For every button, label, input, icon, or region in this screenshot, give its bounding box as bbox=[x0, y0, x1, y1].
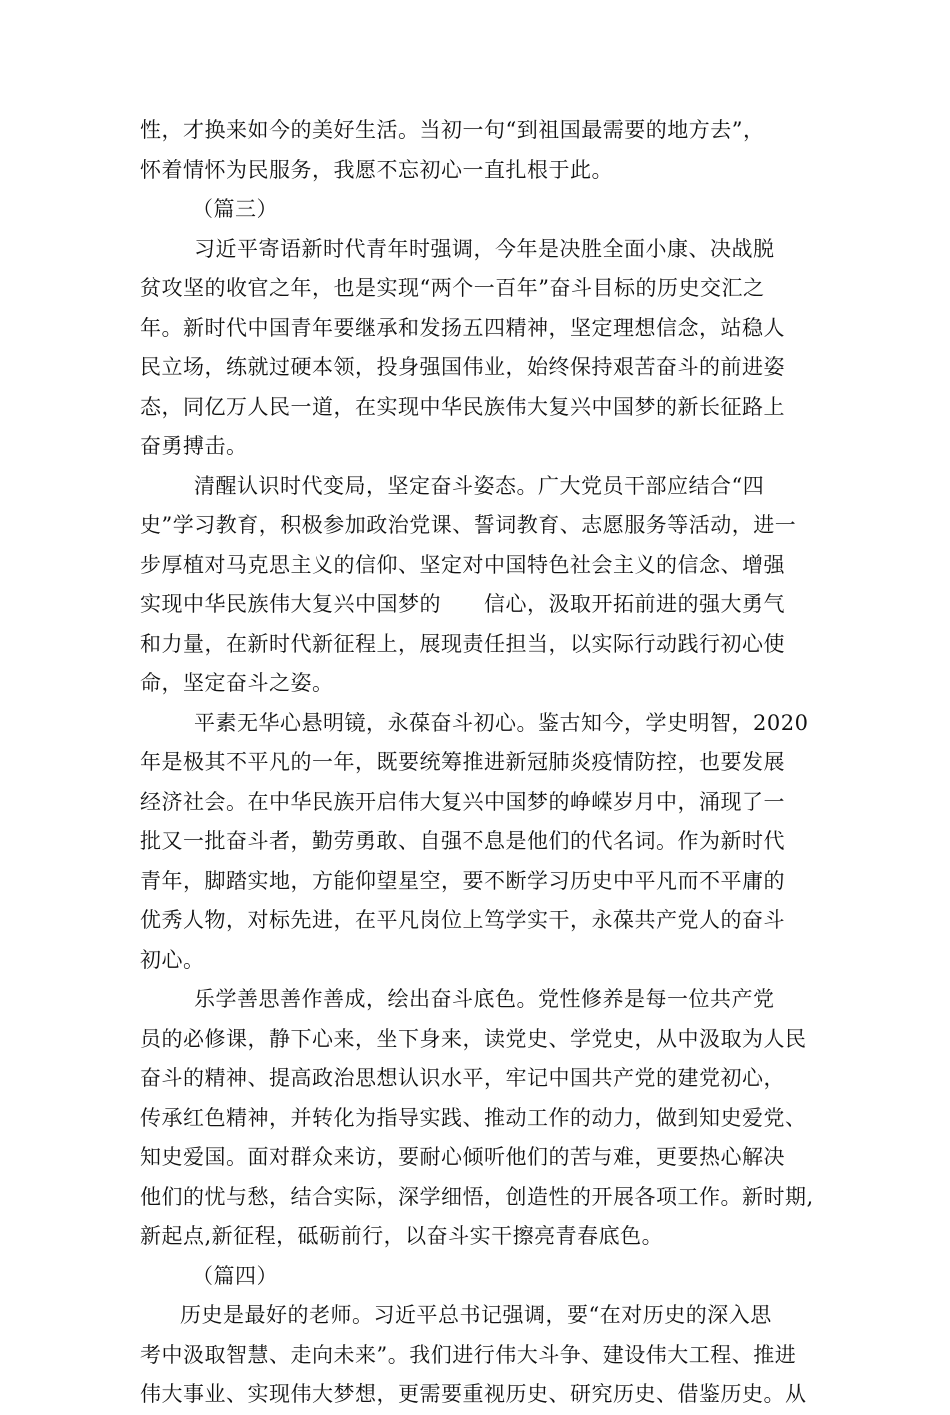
text-line: 新起点,新征程，砥砺前行，以奋斗实干擦亮青春底色。 bbox=[140, 1224, 664, 1248]
text-line: 态，同亿万人民一道，在实现中华民族伟大复兴中国梦的新长征路上 bbox=[140, 394, 785, 419]
text-line: 民立场，练就过硬本领，投身强国伟业，始终保持艰苦奋斗的前进姿 bbox=[140, 355, 785, 379]
text-line: 奋斗的精神、提高政治思想认识水平，牢记中国共产党的建党初心， bbox=[140, 1066, 785, 1090]
text-line: 员的必修课，静下心来，坐下身来，读党史、学党史，从中汲取为人民 bbox=[140, 1026, 807, 1051]
text-line: 传承红色精神，并转化为指导实践、推动工作的动力，做到知史爱党、 bbox=[140, 1105, 807, 1130]
text-line: 贫攻坚的收官之年，也是实现“两个一百年”奋斗目标的历史交汇之 bbox=[140, 276, 765, 300]
text-line: 史”学习教育，积极参加政治党课、誓词教育、志愿服务等活动，进一 bbox=[140, 513, 797, 537]
text-line: 考中汲取智慧、走向未来”。我们进行伟大斗争、建设伟大工程、推进 bbox=[140, 1342, 797, 1367]
text-line: 乐学善思善作善成，绘出奋斗底色。党性修养是每一位共产党 bbox=[194, 987, 775, 1011]
document-body bbox=[140, 111, 820, 1415]
section-heading: （篇四） bbox=[192, 1263, 278, 1288]
text-line: 他们的忧与愁，结合实际，深学细悟，创造性的开展各项工作。新时期, bbox=[140, 1184, 814, 1209]
text-line: 年。新时代中国青年要继承和发扬五四精神，坚定理想信念，站稳人 bbox=[140, 315, 785, 340]
text-line: 怀着情怀为民服务，我愿不忘初心一直扎根于此。 bbox=[140, 157, 613, 182]
text-line: 批又一批奋斗者，勤劳勇敢、自强不息是他们的代名词。作为新时代 bbox=[140, 829, 785, 853]
text-line: 伟大事业、实现伟大梦想，更需要重视历史、研究历史、借鉴历史。从 bbox=[140, 1382, 807, 1406]
text-line: 年是极其不平凡的一年，既要统筹推进新冠肺炎疫情防控，也要发展 bbox=[140, 750, 785, 774]
text-line: 优秀人物，对标先进，在平凡岗位上笃学实干，永葆共产党人的奋斗 bbox=[140, 908, 785, 932]
text-line: 历史是最好的老师。习近平总书记强调，要“在对历史的深入思 bbox=[180, 1303, 772, 1327]
text-line: 平素无华心悬明镜，永葆奋斗初心。鉴古知今，学史明智，2020 bbox=[194, 710, 809, 735]
text-line: 命，坚定奋斗之姿。 bbox=[140, 671, 334, 695]
text-line: 经济社会。在中华民族开启伟大复兴中国梦的峥嵘岁月中，涌现了一 bbox=[140, 789, 785, 814]
text-line: 实现中华民族伟大复兴中国梦的 信心，汲取开拓前进的强大勇气 bbox=[140, 592, 785, 616]
text-line: 初心。 bbox=[140, 947, 205, 972]
section-heading: （篇三） bbox=[192, 197, 278, 221]
text-line: 性，才换来如今的美好生活。当初一句“到祖国最需要的地方去”， bbox=[140, 118, 765, 142]
text-line: 步厚植对马克思主义的信仰、坚定对中国特色社会主义的信念、增强 bbox=[140, 552, 785, 577]
text-line: 和力量，在新时代新征程上，展现责任担当，以实际行动践行初心使 bbox=[140, 631, 785, 656]
text-line: 奋勇搏击。 bbox=[140, 434, 248, 458]
text-line: 习近平寄语新时代青年时强调，今年是决胜全面小康、决战脱 bbox=[194, 236, 775, 261]
text-line: 清醒认识时代变局，坚定奋斗姿态。广大党员干部应结合“四 bbox=[194, 473, 765, 498]
text-line: 知史爱国。面对群众来访，要耐心倾听他们的苦与难，更要热心解决 bbox=[140, 1145, 785, 1169]
text-line: 青年，脚踏实地，方能仰望星空，要不断学习历史中平凡而不平庸的 bbox=[140, 868, 785, 893]
